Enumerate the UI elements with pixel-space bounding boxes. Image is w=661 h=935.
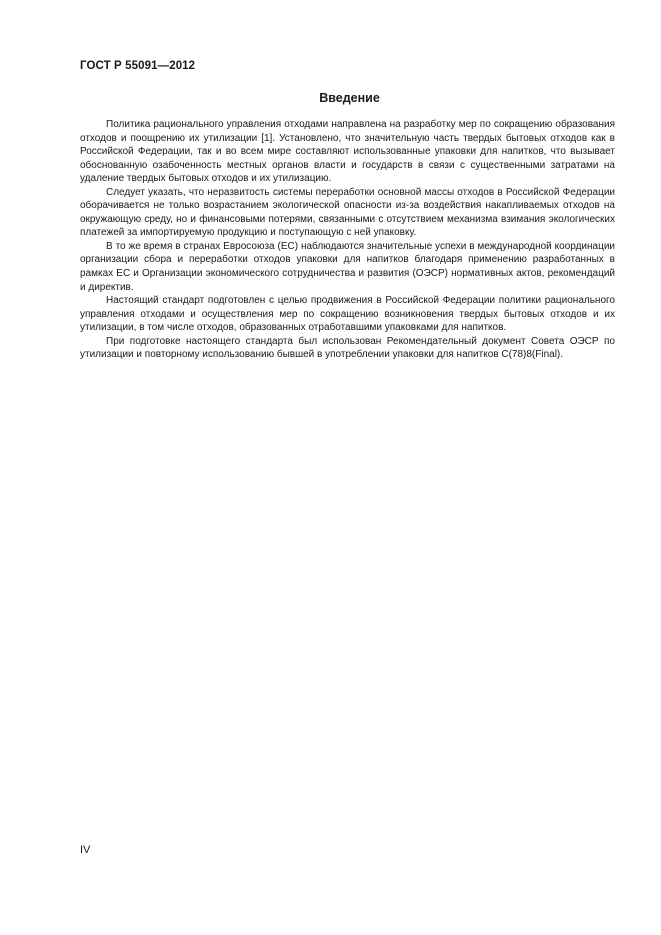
document-header: ГОСТ Р 55091—2012 (80, 60, 196, 72)
paragraph: Политика рационального управления отходами направлена на разработку мер по сокращению образования отходов и поощрению их утилизации [1]. Установлено, что значительную часть твердых бытовых отходов как в Российской Федерации, так и во всем мире составляют использованные упаковки для напитков, что вызывает обоснованную озабоченность местных органов власти и государств в связи с существенными затратами на удаление твердых бытовых отходов и их утилизацию. (80, 119, 615, 185)
paragraph: При подготовке настоящего стандарта был использован Рекомендательный документ Совета ОЭСР по утилизации и повторному использованию бывшей в употреблении упаковки для напитков C(78)8(Final). (80, 335, 615, 361)
paragraph: В то же время в странах Евросоюза (ЕС) наблюдаются значительные успехи в международной координации организации сбора и переработки отходов упаковки для напитков благодаря применению разработанных в рамках ЕС и Организации экономического сотрудничества и развития (ОЭСР) нормативных актов, рекомендаций и директив. (80, 240, 615, 293)
section-title: Введение (319, 91, 380, 105)
page-number: IV (80, 844, 91, 856)
body-text (80, 118, 615, 362)
paragraph: Следует указать, что неразвитость системы переработки основной массы отходов в Российской Федерации оборачивается не только возрастанием экологической опасности из-за воздействия накапливаемых отходов на окружающую среду, но и финансовыми потерями, связанными с отсутствием механизма взимания экологических платежей за импортируемую продукцию и поступающую с ней упаковку. (80, 186, 615, 239)
paragraph: Настоящий стандарт подготовлен с целью продвижения в Российской Федерации политики рационального управления отходами и осуществления мер по сокращению возникновения твердых бытовых отходов и их утилизации, в том числе отходов, образованных отработавшими упаковками для напитков. (80, 295, 615, 334)
